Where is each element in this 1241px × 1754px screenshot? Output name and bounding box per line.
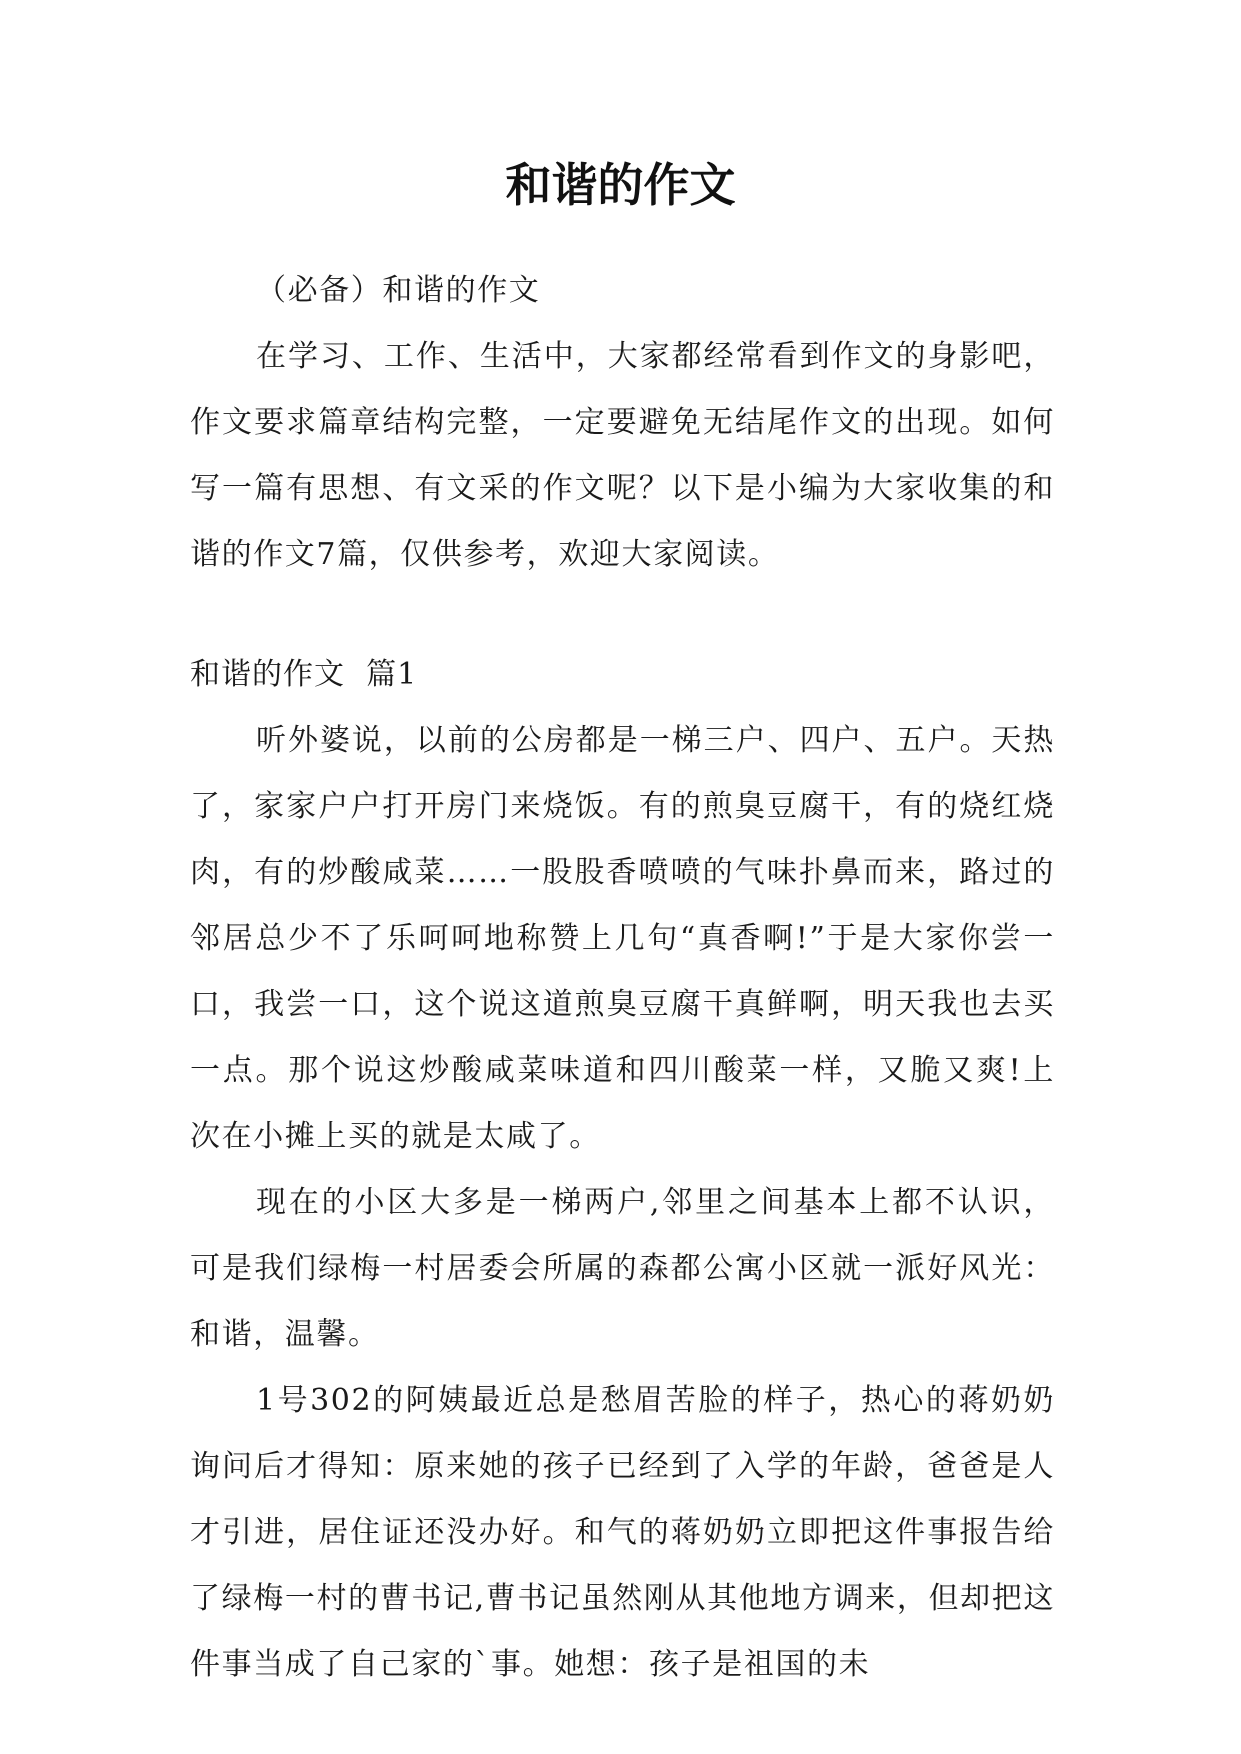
section-paragraph-1: 听外婆说，以前的公房都是一梯三户、四户、五户。天热了，家家户户打开房门来烧饭。有的煎臭豆腐干，有的烧红烧肉，有的炒酸咸菜……一股股香喷喷的气味扑鼻而来，路过的邻居总少不了乐呵呵地称赞上几句“真香啊!”于是大家你尝一口，我尝一口，这个说这道煎臭豆腐干真鲜啊，明天我也去买一点。那个说这炒酸咸菜味道和四川酸菜一样，又脆又爽!上次在小摊上买的就是太咸了。 (190, 723, 1055, 1154)
document-body (190, 258, 1055, 1698)
section-paragraph-2: 现在的小区大多是一梯两户,邻里之间基本上都不认识，可是我们绿梅一村居委会所属的森都公寓小区就一派好风光：和谐，温馨。 (190, 1185, 1055, 1352)
intro-subtitle: （必备）和谐的作文 (256, 273, 541, 308)
section-heading: 和谐的作文 篇1 (190, 657, 418, 692)
section-paragraph-3: 1号302的阿姨最近总是愁眉苦脸的样子，热心的蒋奶奶询问后才得知：原来她的孩子已经到了入学的年龄，爸爸是人才引进，居住证还没办好。和气的蒋奶奶立即把这件事报告给了绿梅一村的曹书记,曹书记虽然刚从其他地方调来，但却把这件事当成了自己家的`事。她想：孩子是祖国的未 (190, 1383, 1055, 1682)
intro-paragraph: 在学习、工作、生活中，大家都经常看到作文的身影吧，作文要求篇章结构完整，一定要避免无结尾作文的出现。如何写一篇有思想、有文采的作文呢？以下是小编为大家收集的和谐的作文7篇，仅供参考，欢迎大家阅读。 (190, 339, 1055, 572)
document-title: 和谐的作文 (505, 158, 736, 212)
